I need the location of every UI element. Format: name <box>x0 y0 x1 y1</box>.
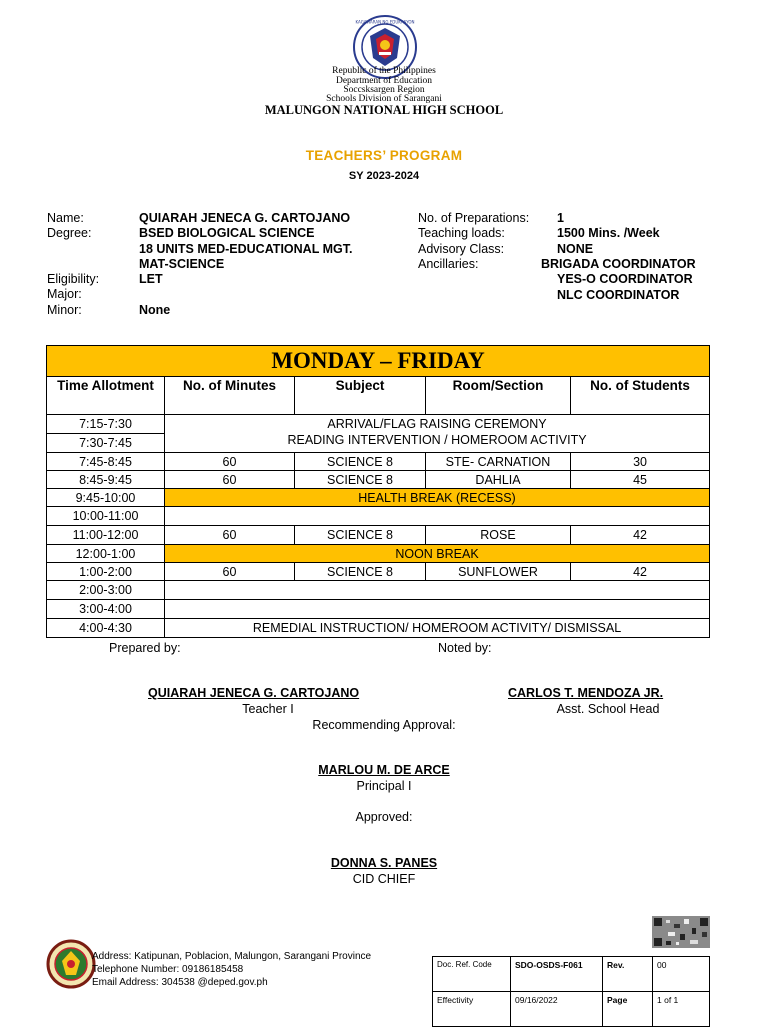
minor-value: None <box>139 302 171 317</box>
time-cell: 7:30-7:45 <box>47 434 165 453</box>
minor-label: Minor: <box>47 302 82 317</box>
subject-cell: SCIENCE 8 <box>295 526 426 545</box>
footer-telephone: Telephone Number: 09186185458 <box>92 964 244 975</box>
prepared-by-label: Prepared by: <box>109 641 181 655</box>
degree-value-3: MAT-SCIENCE <box>139 256 225 271</box>
eligibility-label: Eligibility: <box>47 272 100 287</box>
arrival-activity-cell <box>165 415 710 453</box>
students-cell: 42 <box>571 526 710 545</box>
students-cell: 42 <box>571 563 710 581</box>
col-header-students: No. of Students <box>571 377 710 415</box>
teaching-loads-label: Teaching loads: <box>418 226 505 241</box>
seal-text: KAGAWARAN NG EDUKASYON <box>355 19 415 25</box>
time-cell: 7:45-8:45 <box>47 453 165 471</box>
name-label: Name: <box>47 211 84 225</box>
cid-chief-title: CID CHIEF <box>352 872 416 886</box>
subject-cell: SCIENCE 8 <box>295 471 426 489</box>
division-line: Schools Division of Sarangani <box>326 94 442 104</box>
reading-line: READING INTERVENTION / HOMEROOM ACTIVITY <box>287 433 587 447</box>
col-header-minutes: No. of Minutes <box>165 377 295 415</box>
degree-label: Degree: <box>47 226 92 241</box>
table-row <box>47 563 710 581</box>
remedial-cell: REMEDIAL INSTRUCTION/ HOMEROOM ACTIVITY/ DISMISSAL <box>165 619 710 638</box>
empty-cell <box>165 600 710 619</box>
asst-head-title: Asst. School Head <box>556 702 660 716</box>
degree-value-1: BSED BIOLOGICAL SCIENCE <box>139 226 315 241</box>
time-cell: 8:45-9:45 <box>47 471 165 489</box>
time-cell: 11:00-12:00 <box>47 526 165 545</box>
teaching-loads-value: 1500 Mins. /Week <box>557 226 660 241</box>
approved-label: Approved: <box>355 810 413 824</box>
rev-label: Rev. <box>603 957 653 992</box>
degree-value-2: 18 UNITS MED-EDUCATIONAL MGT. <box>139 241 353 256</box>
doc-ref-value: SDO-OSDS-F061 <box>511 957 603 992</box>
ancillary-item: BRIGADA COORDINATOR <box>541 257 696 271</box>
time-cell: 1:00-2:00 <box>47 563 165 581</box>
rev-value: 00 <box>653 957 710 992</box>
region-line: Soccsksargen Region <box>343 85 425 95</box>
empty-cell <box>165 581 710 600</box>
noted-by-label: Noted by: <box>438 641 492 655</box>
noon-break-cell: NOON BREAK <box>165 545 710 563</box>
department-line: Department of Education <box>335 76 433 86</box>
table-row <box>47 453 710 471</box>
principal-title: Principal I <box>356 779 412 793</box>
teacher-signatory-title: Teacher I <box>242 702 294 716</box>
time-cell: 12:00-1:00 <box>47 545 165 563</box>
table-row <box>47 507 710 526</box>
preparations-value: 1 <box>557 211 564 225</box>
advisory-label: Advisory Class: <box>418 241 505 256</box>
eligibility-value: LET <box>139 272 163 287</box>
table-row <box>47 471 710 489</box>
info-labels-right <box>418 211 529 272</box>
preparations-label: No. of Preparations: <box>418 211 530 225</box>
room-cell: ROSE <box>426 526 571 545</box>
footer-address: Address: Katipunan, Poblacion, Malungon, Sarangani Province <box>92 951 372 962</box>
table-row <box>47 545 710 563</box>
major-value <box>139 287 352 302</box>
table-row <box>47 581 710 600</box>
ancillary-item: YES-O COORDINATOR <box>557 272 693 286</box>
col-header-subject: Subject <box>295 377 426 415</box>
room-cell: STE- CARNATION <box>426 453 571 471</box>
table-row <box>47 415 710 434</box>
document-reference-table <box>432 956 710 1027</box>
schedule-table <box>46 345 710 638</box>
info-labels-left <box>47 211 99 318</box>
school-year: SY 2023-2024 <box>348 170 420 182</box>
effectivity-value: 09/16/2022 <box>511 992 603 1027</box>
time-cell: 2:00-3:00 <box>47 581 165 600</box>
time-cell: 7:15-7:30 <box>47 415 165 434</box>
room-cell: SUNFLOWER <box>426 563 571 581</box>
subject-cell: SCIENCE 8 <box>295 563 426 581</box>
cid-chief-name: DONNA S. PANES <box>330 856 438 870</box>
principal-name: MARLOU M. DE ARCE <box>318 763 450 777</box>
col-header-time: Time Allotment <box>47 377 165 415</box>
time-cell: 3:00-4:00 <box>47 600 165 619</box>
minutes-cell: 60 <box>165 453 295 471</box>
program-title: TEACHERS’ PROGRAM <box>305 148 463 163</box>
effectivity-label: Effectivity <box>433 992 511 1027</box>
teacher-name-value: QUIARAH JENECA G. CARTOJANO <box>139 211 351 225</box>
ancillaries-label: Ancillaries: <box>418 256 479 271</box>
day-banner: MONDAY – FRIDAY <box>47 346 710 377</box>
school-name: MALUNGON NATIONAL HIGH SCHOOL <box>264 103 504 117</box>
room-cell: DAHLIA <box>426 471 571 489</box>
table-row <box>47 526 710 545</box>
col-header-room: Room/Section <box>426 377 571 415</box>
info-values-left <box>139 211 352 318</box>
asst-head-name: CARLOS T. MENDOZA JR. <box>508 686 664 700</box>
minutes-cell: 60 <box>165 471 295 489</box>
students-cell: 30 <box>571 453 710 471</box>
doc-ref-label: Doc. Ref. Code <box>433 957 511 992</box>
cid-name-wrap <box>0 856 768 870</box>
republic-line: Republic of the Philippines <box>332 66 436 76</box>
page-value: 1 of 1 <box>653 992 710 1027</box>
school-logo <box>46 939 96 989</box>
health-break-cell: HEALTH BREAK (RECESS) <box>165 489 710 507</box>
minutes-cell: 60 <box>165 526 295 545</box>
table-row <box>47 600 710 619</box>
time-cell: 4:00-4:30 <box>47 619 165 638</box>
ancillary-item: NLC COORDINATOR <box>557 288 680 302</box>
table-row <box>47 619 710 638</box>
table-row <box>47 489 710 507</box>
minutes-cell: 60 <box>165 563 295 581</box>
empty-cell <box>165 507 710 526</box>
arrival-line: ARRIVAL/FLAG RAISING CEREMONY <box>327 417 547 431</box>
qr-code <box>652 916 710 948</box>
principal-name-wrap <box>0 763 768 777</box>
students-cell: 45 <box>571 471 710 489</box>
major-label: Major: <box>47 287 82 302</box>
advisory-value: NONE <box>557 241 594 256</box>
info-values-right <box>557 211 660 257</box>
time-cell: 10:00-11:00 <box>47 507 165 526</box>
time-cell: 9:45-10:00 <box>47 489 165 507</box>
page-label: Page <box>603 992 653 1027</box>
subject-cell: SCIENCE 8 <box>295 453 426 471</box>
footer-email: Email Address: 304538 @deped.gov.ph <box>92 977 268 988</box>
recommending-approval-label: Recommending Approval: <box>312 718 456 732</box>
teacher-signatory-name: QUIARAH JENECA G. CARTOJANO <box>148 686 360 700</box>
